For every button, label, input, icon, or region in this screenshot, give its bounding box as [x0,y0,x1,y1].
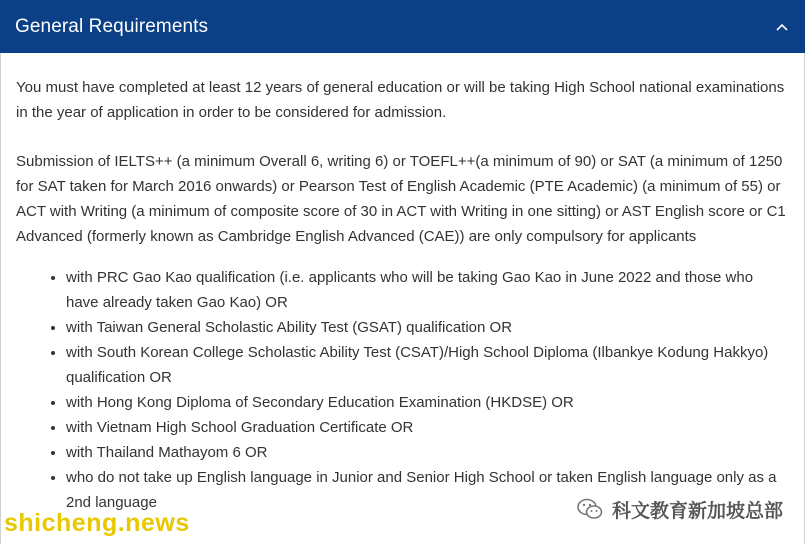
list-item: • with Thailand Mathayom 6 OR [66,440,789,465]
accordion-title: General Requirements [15,15,209,37]
accordion-header[interactable] [0,0,805,53]
chevron-up-icon[interactable] [775,20,789,34]
intro-paragraph: You must have completed at least 12 years of general education or will be taking High School national examinations in the year of application in order to be considered for admission. [16,79,785,121]
list-item: • who do not take up English language in Junior and Senior High School or taken English language only as a 2nd language [66,465,789,515]
list-item: • with Vietnam High School Graduation Certificate OR [66,415,789,440]
wechat-icon [576,495,604,523]
list-item: • with South Korean College Scholastic Ability Test (CSAT)/High School Diploma (Ilbankye Kodung Hakkyo) qualification OR [66,340,789,390]
watermark-right-text: 科文教育新加坡总部 [611,500,783,522]
list-item: • with PRC Gao Kao qualification (i.e. applicants who will be taking Gao Kao in June 2022 and those who have already taken Gao Kao) OR [66,265,789,315]
accordion-body [0,53,805,544]
list-item: • with Taiwan General Scholastic Ability Test (GSAT) qualification OR [66,315,789,340]
watermark-right [576,495,783,523]
qualification-list [16,265,789,515]
watermark-left: shicheng.news [4,509,190,537]
english-requirement-paragraph: Submission of IELTS++ (a minimum Overall 6, writing 6) or TOEFL++(a minimum of 90) or SAT (a minimum of 1250 for SAT taken for March 2016 onwards) or Pearson Test of English Academic (PTE Academic) (a minimum of 55) or ACT with Writing (a minimum of composite score of 30 in ACT with Writing in one sitting) or AST English score or C1 Advanced (formerly known as Cambridge English Advanced (CAE)) are only compulsory for applicants [16,153,786,245]
list-item: • with Hong Kong Diploma of Secondary Education Examination (HKDSE) OR [66,390,789,415]
